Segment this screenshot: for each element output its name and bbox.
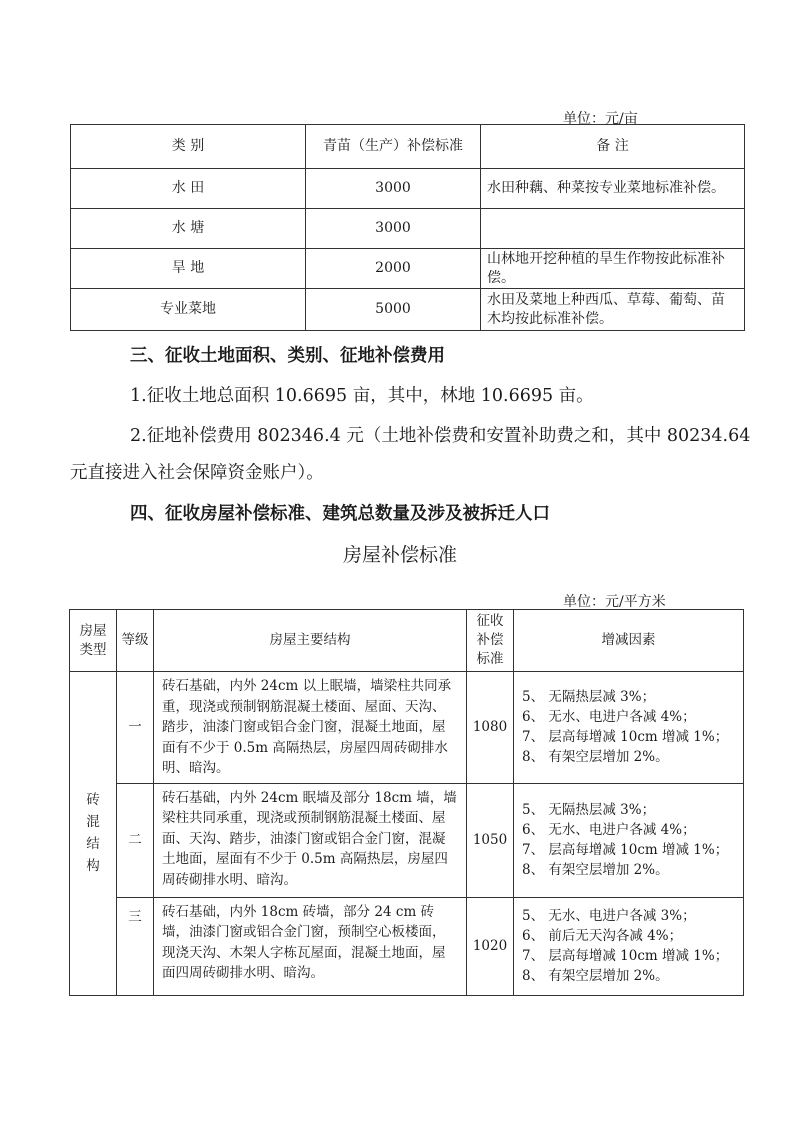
- section3-paragraph-2: 2.征地补偿费用 802346.4 元（土地补偿费和安置补助费之和，其中 80234.64 元直接进入社会保障资金账户）。: [70, 426, 751, 483]
- row-standard: 1050: [467, 783, 514, 897]
- row-factors: [514, 783, 744, 897]
- header-factors: 增减因素: [514, 610, 744, 672]
- row-note: 水田种藕、种菜按专业菜地标准补偿。: [481, 169, 745, 209]
- compensation-table: [70, 124, 745, 331]
- row-structure: 砖石基础，内外 18cm 砖墙，部分 24 cm 砖墙，油漆门窗或铝合金门窗，预制空心板楼面，现浇天沟、木架人字栋瓦屋面，混凝土地面，屋面四周砖砌排水明、暗沟。: [154, 897, 467, 995]
- table2-unit: 单位：元/平方米: [563, 594, 666, 610]
- table2-title: 房屋补偿标准: [342, 544, 457, 566]
- factor-item: 8、 有架空层增加 2%。: [522, 968, 669, 984]
- row-category: 旱 地: [71, 249, 306, 289]
- factor-item: 8、 有架空层增加 2%。: [522, 749, 669, 766]
- table-row: [71, 249, 745, 289]
- header-grade: 等级: [117, 610, 154, 672]
- factor-item: 5、 无隔热层减 3%；: [522, 689, 656, 706]
- house-type: 砖混结构: [70, 672, 117, 996]
- factor-item: 6、 无水、电进户各减 4%；: [522, 822, 696, 838]
- section3-heading: 三、征收土地面积、类别、征地补偿费用: [130, 346, 445, 366]
- row-grade: 三: [117, 897, 154, 995]
- row-structure: 砖石基础，内外 24cm 以上眠墙，墙梁柱共同承重，现浇或预制钢筋混凝土楼面、屋面、天沟、踏步，油漆门窗或铝合金门窗，混凝土地面，屋面有不少于 0.5m 高隔热层，房屋四周砖砌排水明、暗沟。: [154, 672, 467, 784]
- header-type: 房屋类型: [70, 610, 117, 672]
- header-standard: 青苗（生产）补偿标准: [306, 125, 481, 169]
- table-row: [71, 289, 745, 331]
- table-row: [70, 783, 744, 897]
- factor-item: 7、 层高每增减 10cm 增减 1%；: [522, 842, 729, 858]
- header-category: 类 别: [71, 125, 306, 169]
- row-note: 山林地开挖种植的旱生作物按此标准补偿。: [481, 249, 745, 289]
- factor-item: 5、 无隔热层减 3%；: [522, 802, 656, 818]
- row-category: 水 田: [71, 169, 306, 209]
- row-standard: 1020: [467, 897, 514, 995]
- table1-unit: 单位：元/亩: [563, 111, 638, 127]
- row-factors: [514, 897, 744, 995]
- row-note: [481, 209, 745, 249]
- table-row: [70, 672, 744, 784]
- table-row: [71, 209, 745, 249]
- factor-item: 7、 层高每增减 10cm 增减 1%；: [522, 948, 729, 964]
- row-category: 专业菜地: [71, 289, 306, 331]
- row-grade: 二: [117, 783, 154, 897]
- house-compensation-table: [69, 609, 744, 996]
- table-row: [71, 169, 745, 209]
- row-category: 水 塘: [71, 209, 306, 249]
- row-standard: 5000: [306, 289, 481, 331]
- row-standard: 1080: [467, 672, 514, 784]
- row-structure: 砖石基础，内外 24cm 眠墙及部分 18cm 墙，墙梁柱共同承重，现浇或预制钢筋混凝土楼面、屋面、天沟、踏步，油漆门窗或铝合金门窗，混凝土地面，屋面有不少于 0.5m 高隔热层，房屋四周砖砌排水明、暗沟。: [154, 783, 467, 897]
- table-row: [70, 897, 744, 995]
- row-standard: 2000: [306, 249, 481, 289]
- factor-item: 7、 层高每增减 10cm 增减 1%；: [522, 729, 729, 746]
- row-note: 水田及菜地上种西瓜、草莓、葡萄、苗木均按此标准补偿。: [481, 289, 745, 331]
- factor-item: 6、 前后无天沟各减 4%；: [522, 928, 683, 944]
- row-grade: 一: [117, 672, 154, 784]
- factor-item: 8、 有架空层增加 2%。: [522, 862, 669, 878]
- header-note: 备 注: [481, 125, 745, 169]
- factor-item: 6、 无水、电进户各减 4%；: [522, 709, 696, 726]
- header-standard: 征收补偿标准: [467, 610, 514, 672]
- row-factors: [514, 672, 744, 784]
- factor-item: 5、 无水、电进户各减 3%；: [522, 908, 696, 924]
- section4-heading: 四、征收房屋补偿标准、建筑总数量及涉及被拆迁人口: [130, 504, 550, 524]
- row-standard: 3000: [306, 209, 481, 249]
- section3-paragraph-1: 1.征收土地总面积 10.6695 亩，其中，林地 10.6695 亩。: [130, 386, 594, 406]
- row-standard: 3000: [306, 169, 481, 209]
- header-structure: 房屋主要结构: [154, 610, 467, 672]
